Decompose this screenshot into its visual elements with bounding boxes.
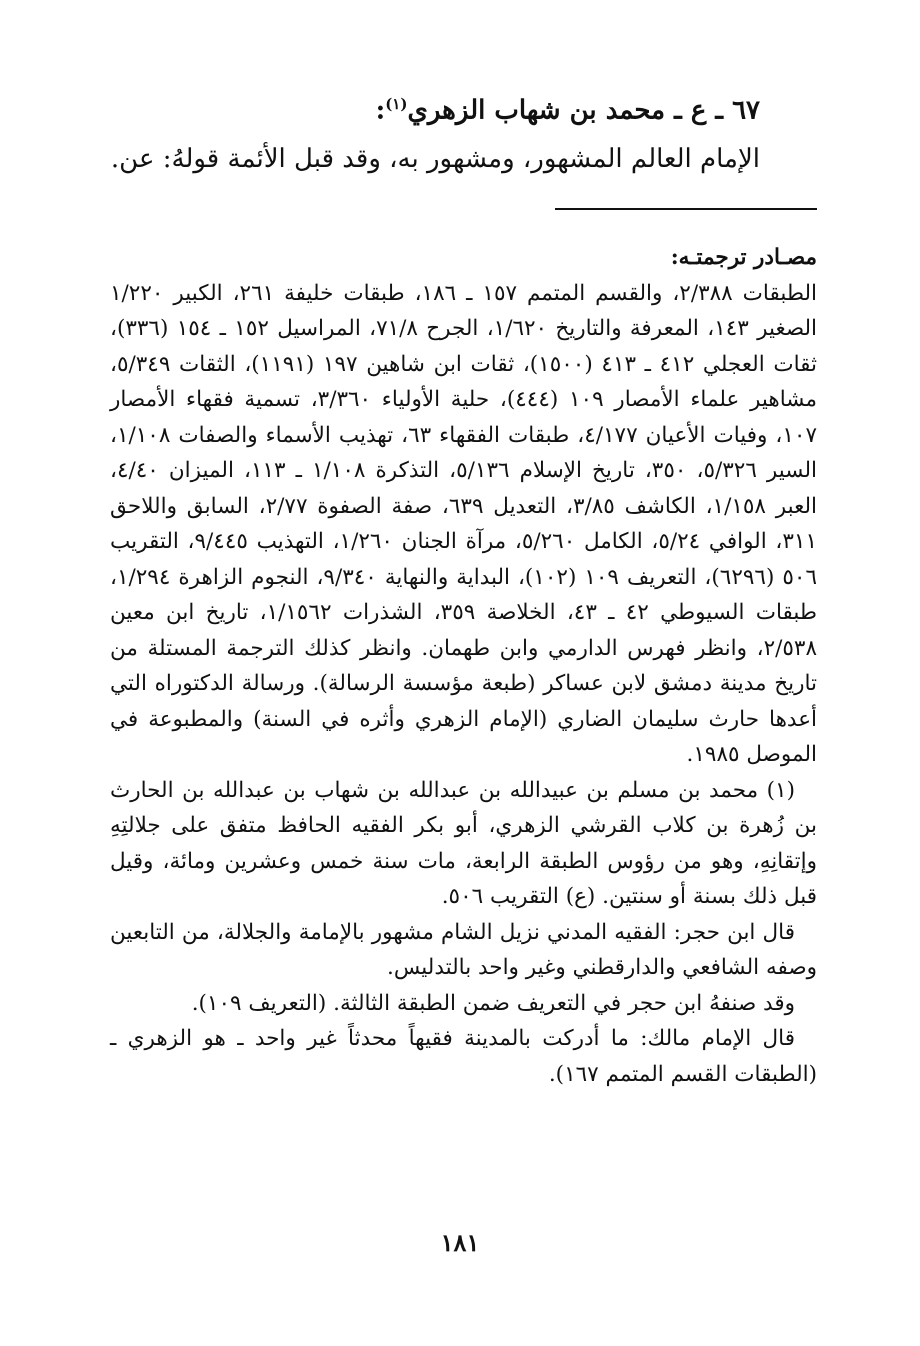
sources-heading: مصـادر ترجمتـه:: [670, 245, 817, 270]
sources-text: الطبقات ٢/٣٨٨، والقسم المتمم ١٥٧ ـ ١٨٦، طبقات خليفة ٢٦١، الكبير ١/٢٢٠ الصغير ١٤٣، المعرفة والتاريخ ١/٦٢٠، الجرح ٧١/٨، المراسيل ١٥٢ ـ ١٥٤ (٣٣٦)، ثقات العجلي ٤١٢ ـ ٤١٣ (١٥٠٠)، ثقات ابن شاهين ١٩٧ (١١٩١)، الثقات ٥/٣٤٩، مشاهير علماء الأمصار ١٠٩ (٤٤٤)، حلية الأولياء ٣/٣٦٠، تسمية فقهاء الأمصار ١٠٧، وفيات الأعيان ٤/١٧٧، طبقات الفقهاء ٦٣، تهذيب الأسماء والصفات ١/١٠٨، السير ٥/٣٢٦، ٣٥٠، تاريخ الإسلام ٥/١٣٦، التذكرة ١/١٠٨ ـ ١١٣، الميزان ٤/٤٠، العبر ١/١٥٨، الكاشف ٣/٨٥، التعديل ٦٣٩، صفة الصفوة ٢/٧٧، السابق واللاحق ٣١١، الوافي ٥/٢٤، الكامل ٥/٢٦٠، مرآة الجنان ١/٢٦٠، التهذيب ٩/٤٤٥، التقريب ٥٠٦ (٦٢٩٦)، التعريف ١٠٩ (١٠٢)، البداية والنهاية ٩/٣٤٠، النجوم الزاهرة ١/٢٩٤، طبقات السيوطي ٤٢ ـ ٤٣، الخلاصة ٣٥٩، الشذرات ١/١٥٦٢، تاريخ ابن معين ٢/٥٣٨، وانظر فهرس الدارمي وابن طهمان. وانظر كذلك الترجمة المستلة من تاريخ مدينة دمشق لابن عساكر (طبعة مؤسسة الرسالة). ورسالة الدكتوراه التي أعدها حارث سليمان الضاري (الإمام الزهري وأثره في السنة) والمطبوعة في الموصل ١٩٨٥.: [110, 280, 818, 767]
entry-heading-colon: :: [375, 95, 386, 126]
footnote-paragraph: قال ابن حجر: الفقيه المدني نزيل الشام مشهور بالإمامة والجلالة، من التابعين وصفه الشافعي والدارقطني وغير واحد بالتدليس.: [110, 919, 817, 980]
footnotes-area: [110, 240, 817, 1092]
entry-heading: [130, 80, 760, 135]
footnote-paragraph: وقد صنفهُ ابن حجر في التعريف ضمن الطبقة الثالثة. (التعريف ١٠٩).: [191, 990, 795, 1016]
footnote-paragraph: قال الإمام مالك: ما أدركت بالمدينة فقيهاً محدثاً غير واحد ـ هو الزهري ـ (الطبقات القسم المتمم ١٦٧).: [110, 1026, 817, 1087]
footnote-paragraph: (١) محمد بن مسلم بن عبيدالله بن عبدالله بن شهاب بن عبدالله بن الحارث بن زُهرة بن كلاب القرشي الزهري، أبو بكر الفقيه الحافظ متفق على جلالتِهِ وإتقانِهِ، وهو من رؤوس الطبقة الرابعة، مات سنة خمس وعشرين ومائة، وقيل قبل ذلك بسنة أو سنتين. (ع) التقريب ٥٠٦.: [110, 777, 817, 909]
footnote-separator: [555, 208, 817, 210]
entry-block: [110, 80, 760, 183]
entry-title: ٦٧ ـ ع ـ محمد بن شهاب الزهري: [407, 95, 760, 126]
footnote-marker: (١): [385, 95, 408, 113]
entry-body: الإمام العالم المشهور، ومشهور به، وقد قبل الأئمة قولهُ: عن.: [110, 143, 760, 174]
page-number: ١٨١: [440, 1228, 480, 1257]
